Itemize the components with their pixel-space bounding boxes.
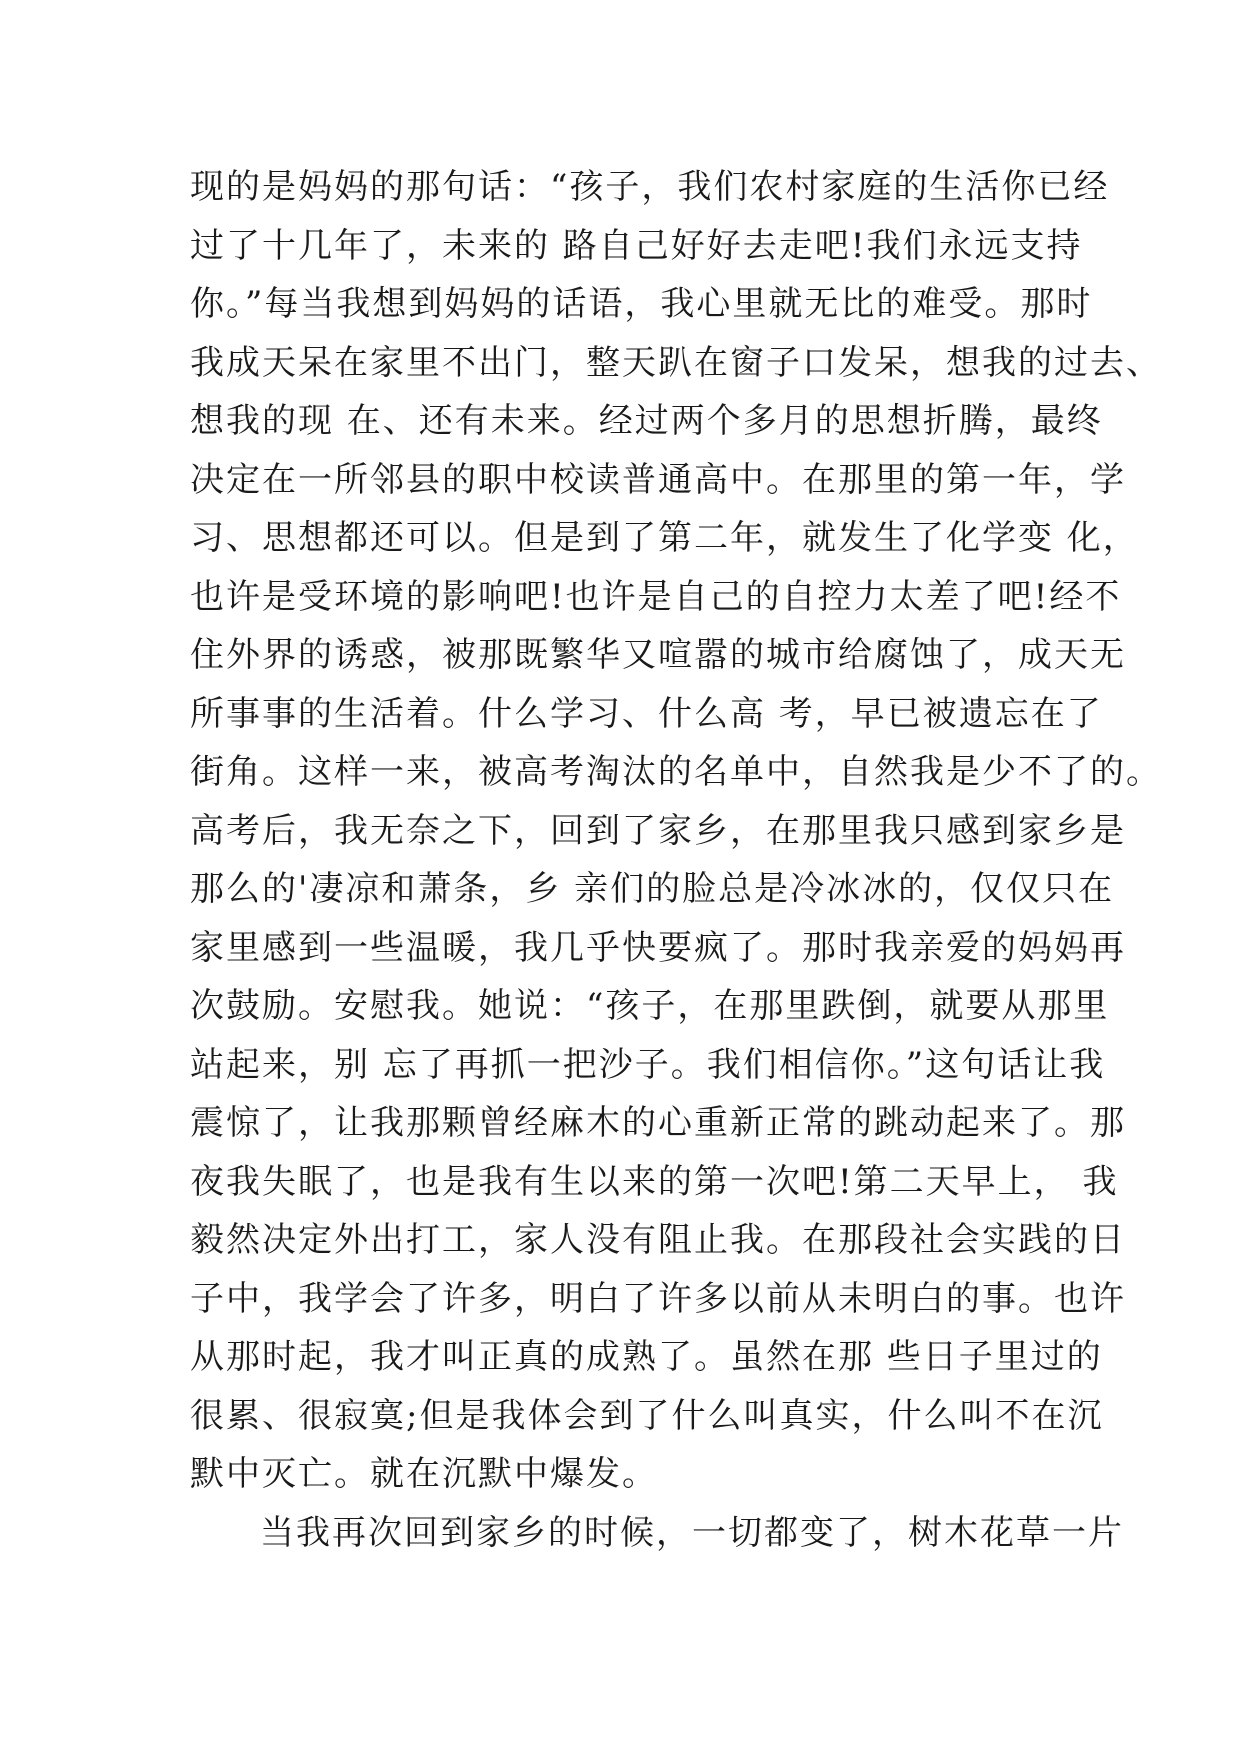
text-line: 夜我失眠了，也是我有生以来的第一次吧!第二天早上， 我 <box>190 1161 1119 1202</box>
text-line: 默中灭亡。就在沉默中爆发。 <box>190 1454 658 1494</box>
text-line: 很累、很寂寞;但是我体会到了什么叫真实，什么叫不在沉 <box>190 1395 1104 1436</box>
body-text <box>190 158 1162 1562</box>
text-line: 毅然决定外出打工，家人没有阻止我。在那段社会实践的日 <box>190 1220 1126 1260</box>
text-line: 高考后，我无奈之下，回到了家乡，在那里我只感到家乡是 <box>190 810 1126 851</box>
text-line: 那么的'凄凉和萧条，乡 亲们的脸总是冷冰冰的，仅仅只在 <box>190 869 1115 909</box>
text-line: 站起来，别 忘了再抓一把沙子。我们相信你。”这句话让我 <box>190 1044 1106 1085</box>
text-line: 次鼓励。安慰我。她说：“孩子，在那里跌倒，就要从那里 <box>190 986 1110 1026</box>
text-line: 过了十几年了，未来的 路自己好好去走吧!我们永远支持 <box>190 225 1083 266</box>
text-line: 习、思想都还可以。但是到了第二年，就发生了化学变 化， <box>190 518 1139 558</box>
text-line: 震惊了，让我那颗曾经麻木的心重新正常的跳动起来了。那 <box>190 1103 1126 1143</box>
text-line: 子中，我学会了许多，明白了许多以前从未明白的事。也许 <box>190 1278 1126 1319</box>
text-line: 也许是受环境的影响吧!也许是自己的自控力太差了吧!经不 <box>190 576 1122 617</box>
text-line: 你。”每当我想到妈妈的话语，我心里就无比的难受。那时 <box>190 284 1093 324</box>
text-line: 决定在一所邻县的职中校读普通高中。在那里的第一年，学 <box>190 459 1126 500</box>
text-line: 所事事的生活着。什么学习、什么高 考，早已被遗忘在了 <box>190 693 1103 734</box>
text-line: 我成天呆在家里不出门，整天趴在窗子口发呆，想我的过去、 <box>190 342 1162 383</box>
paragraph-start-line: 当我再次回到家乡的时候，一切都变了，树木花草一片 <box>260 1512 1124 1553</box>
text-line: 从那时起，我才叫正真的成熟了。虽然在那 些日子里过的 <box>190 1337 1103 1377</box>
text-line: 住外界的诱惑，被那既繁华又喧嚣的城市给腐蚀了，成天无 <box>190 635 1126 675</box>
text-line: 现的是妈妈的那句话：“孩子，我们农村家庭的生活你已经 <box>190 167 1110 207</box>
text-line: 想我的现 在、还有未来。经过两个多月的思想折腾，最终 <box>190 401 1103 441</box>
text-line: 家里感到一些温暖，我几乎快要疯了。那时我亲爱的妈妈再 <box>190 927 1126 968</box>
text-line: 街角。这样一来，被高考淘汰的名单中，自然我是少不了的。 <box>190 752 1162 792</box>
